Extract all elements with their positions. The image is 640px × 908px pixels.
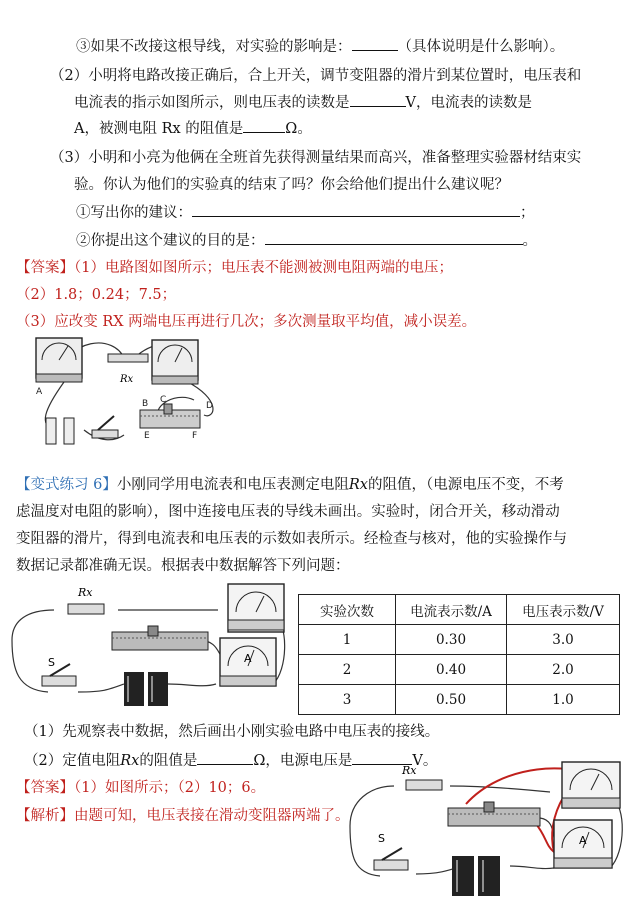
q2-text-d: V。 xyxy=(412,753,438,769)
answer1-text1: （1）电路图如图所示；电压表不能测被测电阻两端的电压； xyxy=(74,260,453,276)
table-row xyxy=(299,655,620,685)
q3-item1-label: ①写出你的建议： xyxy=(76,205,192,221)
battery-icon xyxy=(46,418,74,444)
terminal-label-c: C xyxy=(160,395,167,405)
table-cell: 2.0 xyxy=(507,655,620,685)
terminal-label-d: D xyxy=(206,401,213,411)
analysis-line xyxy=(16,806,350,826)
rheostat-icon xyxy=(448,802,540,826)
table-cell: 0.30 xyxy=(396,625,507,655)
q2-text-c: Ω，电源电压是 xyxy=(253,753,353,769)
answer1-line3: （3）应改变 RX 两端电压再进行几次；多次测量取平均值，减小误差。 xyxy=(16,314,477,330)
q2-line1: （2）小明将电路改接正确后，合上开关，调节变阻器的滑片到某位置时，电压表和 xyxy=(50,68,582,84)
q3-item2-end: 。 xyxy=(522,233,537,249)
table-cell: 0.50 xyxy=(396,685,507,715)
q3-item3-blank xyxy=(352,36,398,51)
table-header-cell: 电压表示数/V xyxy=(507,595,620,625)
switch-label: S xyxy=(378,832,385,845)
rheostat-icon xyxy=(140,404,200,428)
q2-line2-b: V，电流表的读数是 xyxy=(405,95,532,111)
exercise6-line2: 虑温度对电阻的影响），图中连接电压表的导线未画出。实验时，闭合开关，移动滑动 xyxy=(16,504,560,520)
q3-item2-label: ②你提出这个建议的目的是： xyxy=(76,233,265,249)
voltmeter-icon xyxy=(228,584,284,632)
table-header-row xyxy=(299,595,620,625)
answer2-text: （1）如图所示；（2）10；6。 xyxy=(74,780,266,796)
q3-line1: （3）小明和小亮为他俩在全班首先获得测量结果而高兴，准备整理实验器材结束实 xyxy=(50,150,582,166)
resistor-icon xyxy=(108,354,148,362)
exercise6-rx: Rx xyxy=(348,477,368,493)
q2-resistance-blank xyxy=(197,750,253,765)
circuit-figure-2 xyxy=(8,580,290,708)
exercise6-line1 xyxy=(16,475,564,495)
ammeter-label: A xyxy=(244,652,252,665)
switch-label: S xyxy=(48,656,55,669)
table-header-cell: 实验次数 xyxy=(299,595,396,625)
voltmeter-icon xyxy=(562,762,620,808)
terminal-label-b: B xyxy=(142,399,149,409)
q3-line2: 验。你认为他们的实验真的结束了吗？你会给他们提出什么建议呢？ xyxy=(74,177,509,193)
answer1-line2: （2）1.8；0.24；7.5； xyxy=(16,287,177,303)
terminal-label-f: F xyxy=(192,431,198,441)
table-header-cell: 电流表示数/A xyxy=(396,595,507,625)
ammeter-icon xyxy=(152,340,198,384)
exercise6-text-b: 的阻值，（电源电压不变，不考 xyxy=(367,477,564,493)
q2-voltage-blank xyxy=(350,92,406,107)
analysis-tag: 【解析】 xyxy=(16,808,74,824)
q3-item3-line xyxy=(76,36,564,57)
circuit-figure-1 xyxy=(24,330,234,450)
q2-resistance-blank xyxy=(243,118,285,133)
exercise6-line4: 数据记录都准确无误。根据表中数据解答下列问题： xyxy=(16,558,350,574)
exercise6-line3: 变阻器的滑片，得到电流表和电压表的示数如表所示。经检查与核对，他的实验操作与 xyxy=(16,531,567,547)
q2-line3-a: A，被测电阻 Rx 的阻值是 xyxy=(74,121,244,137)
q2-text-a: （2）定值电阻 xyxy=(24,753,121,769)
data-table xyxy=(298,594,620,715)
q2-line2-a: 电流表的指示如图所示，则电压表的读数是 xyxy=(74,95,350,111)
table-row xyxy=(299,685,620,715)
table-cell: 3.0 xyxy=(507,625,620,655)
battery-icon xyxy=(124,672,168,706)
q2-rx: Rx xyxy=(120,753,140,769)
rx-label: Rx xyxy=(78,586,93,599)
analysis-text: 由题可知，电压表接在滑动变阻器两端了。 xyxy=(74,808,350,824)
q3-item1 xyxy=(76,202,535,223)
q3-item3-text-a: ③如果不改接这根导线，对实验的影响是： xyxy=(76,39,352,55)
switch-icon xyxy=(92,416,118,438)
rheostat-icon xyxy=(112,626,208,650)
table-cell: 1.0 xyxy=(507,685,620,715)
exercise-tag: 【变式练习 6】 xyxy=(16,477,117,493)
table-row xyxy=(299,625,620,655)
answer2-line xyxy=(16,778,265,798)
resistor-icon xyxy=(68,604,104,614)
q2-text-b: 的阻值是 xyxy=(139,753,198,769)
terminal-label-e: E xyxy=(144,431,150,441)
rx-label: Rx xyxy=(120,374,134,385)
exercise6-text-a: 小刚同学用电流表和电压表测定电阻 xyxy=(116,477,349,493)
q3-item1-blank xyxy=(192,202,520,217)
q2-line2 xyxy=(74,92,532,113)
answer1-line1 xyxy=(16,258,453,278)
ammeter-label: A xyxy=(579,834,587,847)
answer-tag: 【答案】 xyxy=(16,780,74,796)
q3-item1-end: ； xyxy=(520,205,535,221)
q3-item2-blank xyxy=(265,230,523,245)
table-cell: 2 xyxy=(299,655,396,685)
question1: （1）先观察表中数据，然后画出小刚实验电路中电压表的接线。 xyxy=(24,724,440,740)
table-cell: 1 xyxy=(299,625,396,655)
q3-item3-text-b: （具体说明是什么影响）。 xyxy=(397,39,565,55)
resistor-icon xyxy=(406,780,442,790)
voltmeter-icon xyxy=(36,338,82,382)
table-cell: 0.40 xyxy=(396,655,507,685)
q3-item2 xyxy=(76,230,537,251)
answer-tag: 【答案】 xyxy=(16,260,74,276)
rx-label: Rx xyxy=(402,764,417,777)
q2-line3 xyxy=(74,118,312,139)
terminal-label-a: A xyxy=(36,387,43,397)
switch-icon xyxy=(374,848,408,870)
q2-line3-b: Ω。 xyxy=(285,121,312,137)
circuit-figure-3 xyxy=(340,756,630,906)
battery-icon xyxy=(452,856,500,896)
table-cell: 3 xyxy=(299,685,396,715)
